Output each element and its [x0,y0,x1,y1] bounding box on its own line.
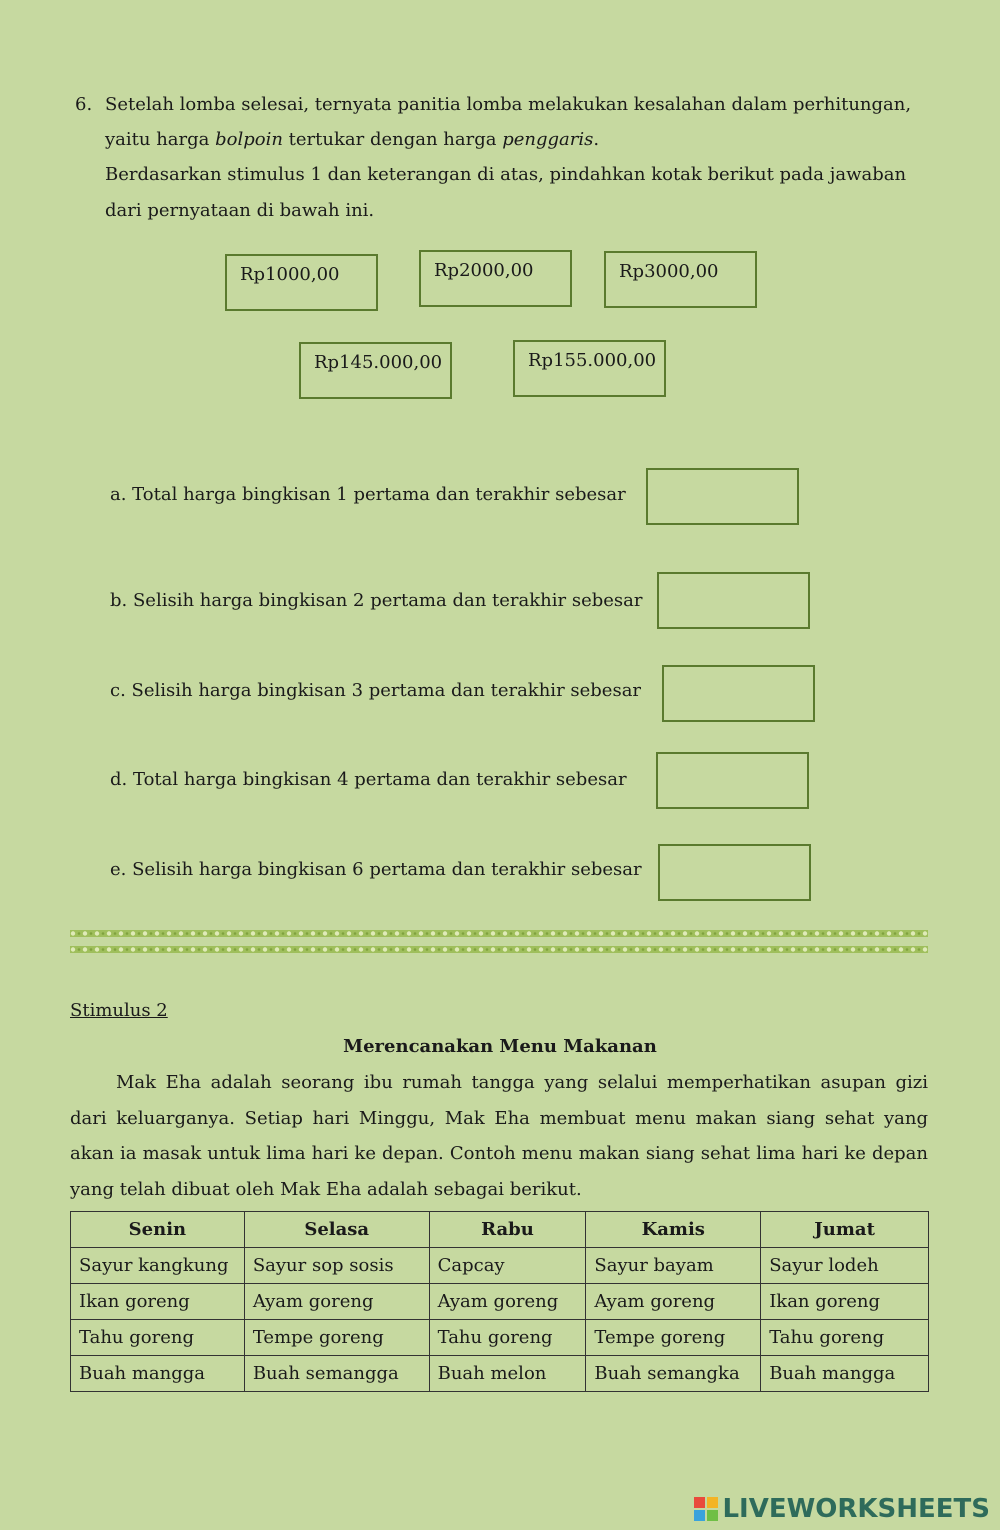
header-rabu: Rabu [429,1212,586,1248]
table-row [71,1320,929,1356]
question-number: 6. [75,94,93,115]
table-row [71,1284,929,1320]
stimulus-title: Merencanakan Menu Makanan [343,1036,657,1057]
statement-e: e. Selisih harga bingkisan 6 pertama dan terakhir sebesar [110,859,642,880]
answer-chip-rp155000[interactable]: Rp155.000,00 [513,340,666,397]
header-senin: Senin [71,1212,245,1248]
table-cell: Tempe goreng [244,1320,429,1356]
statement-d: d. Total harga bingkisan 4 pertama dan terakhir sebesar [110,769,627,790]
table-cell: Tahu goreng [71,1320,245,1356]
question-line-2: yaitu harga bolpoin tertukar dengan harga penggaris. [105,129,600,150]
table-cell: Tahu goreng [429,1320,586,1356]
menu-table [70,1211,929,1392]
table-cell: Ayam goreng [429,1284,586,1320]
drop-slot-e[interactable] [658,844,811,901]
table-cell: Tempe goreng [586,1320,761,1356]
table-row [71,1356,929,1392]
table-cell: Sayur sop sosis [244,1248,429,1284]
statement-a: a. Total harga bingkisan 1 pertama dan terakhir sebesar [110,484,626,505]
table-cell: Buah semangga [244,1356,429,1392]
decorative-divider-bottom [70,946,928,953]
drop-slot-b[interactable] [657,572,810,629]
statement-b: b. Selisih harga bingkisan 2 pertama dan terakhir sebesar [110,590,643,611]
table-cell: Buah mangga [71,1356,245,1392]
answer-chip-rp1000[interactable]: Rp1000,00 [225,254,378,311]
table-cell: Buah semangka [586,1356,761,1392]
drop-slot-c[interactable] [662,665,815,722]
answer-chip-rp3000[interactable]: Rp3000,00 [604,251,757,308]
table-cell: Buah melon [429,1356,586,1392]
question-line-3: Berdasarkan stimulus 1 dan keterangan di atas, pindahkan kotak berikut pada jawaban [105,164,907,185]
table-cell: Ikan goreng [761,1284,929,1320]
statement-c: c. Selisih harga bingkisan 3 pertama dan terakhir sebesar [110,680,642,701]
question-line-4: dari pernyataan di bawah ini. [105,200,375,221]
table-cell: Sayur bayam [586,1248,761,1284]
header-kamis: Kamis [586,1212,761,1248]
table-cell: Capcay [429,1248,586,1284]
table-header-row [71,1212,929,1248]
logo-mark-icon [694,1497,718,1521]
drop-slot-a[interactable] [646,468,799,525]
emphasis-bolpoin: bolpoin [215,129,283,150]
table-cell: Ayam goreng [244,1284,429,1320]
table-cell: Buah mangga [761,1356,929,1392]
question-line-1: Setelah lomba selesai, ternyata panitia lomba melakukan kesalahan dalam perhitungan, [105,94,912,115]
stimulus-paragraph: Mak Eha adalah seorang ibu rumah tangga yang selalui memperhatikan asupan gizi dari keluarganya. Setiap hari Minggu, Mak Eha membuat menu makan siang sehat yang akan ia masak untuk lima hari ke depan. Contoh menu makan siang sehat lima hari ke depan yang telah dibuat oleh Mak Eha adalah sebagai berikut. [70,1072,928,1200]
emphasis-penggaris: penggaris [502,129,594,150]
liveworksheets-logo[interactable] [694,1494,990,1524]
drop-slot-d[interactable] [656,752,809,809]
answer-chip-rp145000[interactable]: Rp145.000,00 [299,342,452,399]
header-jumat: Jumat [761,1212,929,1248]
stimulus-label: Stimulus 2 [70,1000,168,1021]
table-cell: Tahu goreng [761,1320,929,1356]
decorative-divider-top [70,930,928,937]
answer-chip-rp2000[interactable]: Rp2000,00 [419,250,572,307]
header-selasa: Selasa [244,1212,429,1248]
logo-text: LIVEWORKSHEETS [722,1494,990,1524]
table-row [71,1248,929,1284]
table-cell: Ayam goreng [586,1284,761,1320]
table-cell: Ikan goreng [71,1284,245,1320]
table-cell: Sayur lodeh [761,1248,929,1284]
table-cell: Sayur kangkung [71,1248,245,1284]
